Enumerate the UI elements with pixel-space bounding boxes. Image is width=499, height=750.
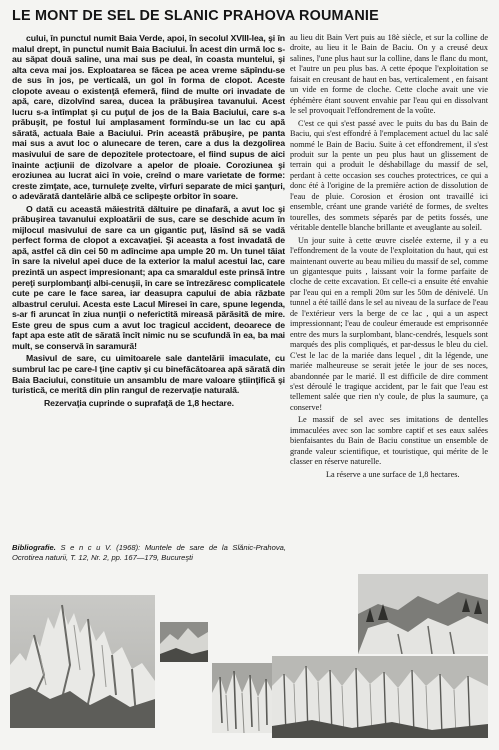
romanian-paragraph: Masivul de sare, cu uimitoarele sale dantelării imaculate, cu sumbrul lac pe care-l ţine captiv şi cu binefăcătoarea apă sărată din Baia Baciului, constituie un ansamblu de mare valoare ştiinţifică şi turistică, ce merită din plin rangul de rezervaţie naturală. [12,353,285,396]
french-paragraph: C'est ce qui s'est passé avec le puits du bas du Bain de Baciu, qui s'est effondré à l'emplacement actuel du lac salé nommé le Bain de Baciu. Suite à cet effondrement, il s'est produit sur la pente un peu plus haut un glissement de terrain qui a produit le déshabillage du massif de sel, perdant à cette occasion ses couches protectrices, ce qui a donc été à l'origine de la première action de dissolution de l'eau de pluie. Corosion et érosion ont travaillé ici ensemble, créant une grande variété de formes, de sveltes tourelles, des sommets séparés par de petits fossés, une véritable dentelle blanche brillante et aveuglante au soleil. [290,118,488,233]
french-paragraph: Un jour suite à cette œuvre ciselée externe, il y a eu l'effondrement de la voute de l'exploitation du haut, qui est maintenant ouverte au beau milieu du massif de sel, comme un gigantesque puits , laissant voir la forme parfaite de cloche de cette excavation. Et celle-ci a ensuite été envahie par l'eau qui en a rempli 20m sur les 50m de dénivelé. Un tunnel a été taillé dans le sel au niveau de la surface de l'eau de l'extérieur vers la berge de ce lac , qui a un aspect impressionnant; l'eau de couleur émeraude est emprisonnée entre des murs la surplombant, blanc-cendrés, lesquels sont marqués des plis compliqués, et par-dessus le bleu du ciel. C'est le lac de la mariée dans lequel , dit la légende, une mariée malheureuse se serait jetée le jour de ses noces, abandonnée par le marié. Il est difficile de dire comment s'est déroulé le tragique accident, par le fait que l'eau est tellement salée que rien n'y coule, de plus la saumure, ça conserve! [290,235,488,412]
page-title: LE MONT DE SEL DE SLANIC PRAHOVA ROUMANIE [12,8,379,24]
salt-spires-closeup-photo [212,663,272,733]
bibliography-label: Bibliografie. [12,543,56,552]
romanian-paragraph: cului, în punctul numit Baia Verde, apoi, în secolul XVIII-lea, şi în malul drept, în punctul numit Baia Baciului. În acest din urmă loc s-au săpat două saline, una mai sus pe deal, în coasta muntelui, şi alta ceva mai jos. Exploatarea se făcea pe acea vreme săpîndu-se de sus în jos, pe verticală, un gol în forma de clopot. Aceste clopote aveau o existenţă efemeră, fiind de multe ori invadate de apă, care, dizolvînd sarea, ducea la prăbuşirea tavanului. Acest lucru s-a întîmplat şi cu puţul de jos de la Baia Baciului, care s-a prăbuşit, pe fostul lui amplasament formîndu-se un lac cu apă sărată, actuala Baie a Baciului. Prin această prăbuşire, pe panta mai sus a avut loc o alunecare de teren, care a dus la dezgolirea masivului de sare de depozitele protectoare, el fiind supus de aici înainte acţiunii de dizolvare a apelor de ploaie. Coroziunea şi eroziunea au lucrat aici în voie, creînd o mare varietate de forme: creste zimţate, ace, turnuleţe zvelte, vîrfuri separate de mici şanţuri, o adevărată dantelărie albă ce sclipeşte orbitor în soare. [12,33,285,202]
french-paragraph: Le massif de sel avec ses imitations de dentelles immaculées avec son lac sombre captif et ses eaux salées bienfaisantes du Bain de Baciu constitue un ensemble de grande valeur scientifique, et touristique, qui mérite de le classer en réserve naturelle. [290,415,488,467]
romanian-paragraph: O dată cu această măiestrită dăltuire pe dinafară, a avut loc şi prăbuşirea tavanului exploatării de sus, care se deschide acum în mijlocul masivului de sare ca un gigantic puţ, lăsînd să se vadă perfect forma de clopot a excavaţiei. Şi aceasta a fost invadată de apă, astfel că din cei 50 m adîncime apa umple 20 m. Un tunel tăiat în sare la nivelul apei duce de la exterior la malul acestui lac, care prezintă un aspect impresionant; apa ca smaraldul este prinsă între pereţi surplombanţi albi-cenuşii, în care se întrezăresc complicatele cute pe care le face sarea, iar deasupra capului de abia răzbate albastrul cerului. Acesta este Lacul Miresei în care, spune legenda, s-ar fi aruncat în ziua nunţii o neferictită mireasă părăsită de mire. Este greu de spus cum a avut loc tragicul accident, deoarece de fapt apa este atît de sărată încît nimic nu se scufundă în ea, ba mai mult, se conservă în saramură! [12,203,285,351]
french-paragraph: La réserve a une surface de 1,8 hectares. [326,469,460,479]
french-column [290,33,488,480]
salt-lace-erosion-photo [272,656,488,738]
salt-ridge-small-photo [160,622,208,662]
bibliography-text: S e n c u V. (1968): Muntele de sare de la Slănic-Prahova, Ocrotirea naturii, T. 12, Nr. 2, pp. 167—179, Bucureşti [12,543,286,562]
romanian-paragraph: Rezervaţia cuprinde o suprafaţă de 1,8 hectare. [44,397,234,408]
french-paragraph: au lieu dit Bain Vert puis au 18è siècle, et sur la colline de droite, au lieu it le Bain de Baciu. On y a creusé deux salines, l'une plus haut sur la colline, dans le flanc du mont, et l'autre un peu plus bas. A cette époque l'exploitation se faisait en creusant de haut en bas, verticalement , en faisant un vide en forme de cloche. Cette cloche avait une vie éphémère étant souvent envahie par l'eau qui en dissolvant le sel provoquait l'effondrement de la voûte. [290,33,488,116]
bibliography [12,543,286,562]
salt-mountain-peaks-photo [10,595,155,728]
romanian-column [12,33,285,408]
salt-slope-trees-photo [358,574,488,654]
